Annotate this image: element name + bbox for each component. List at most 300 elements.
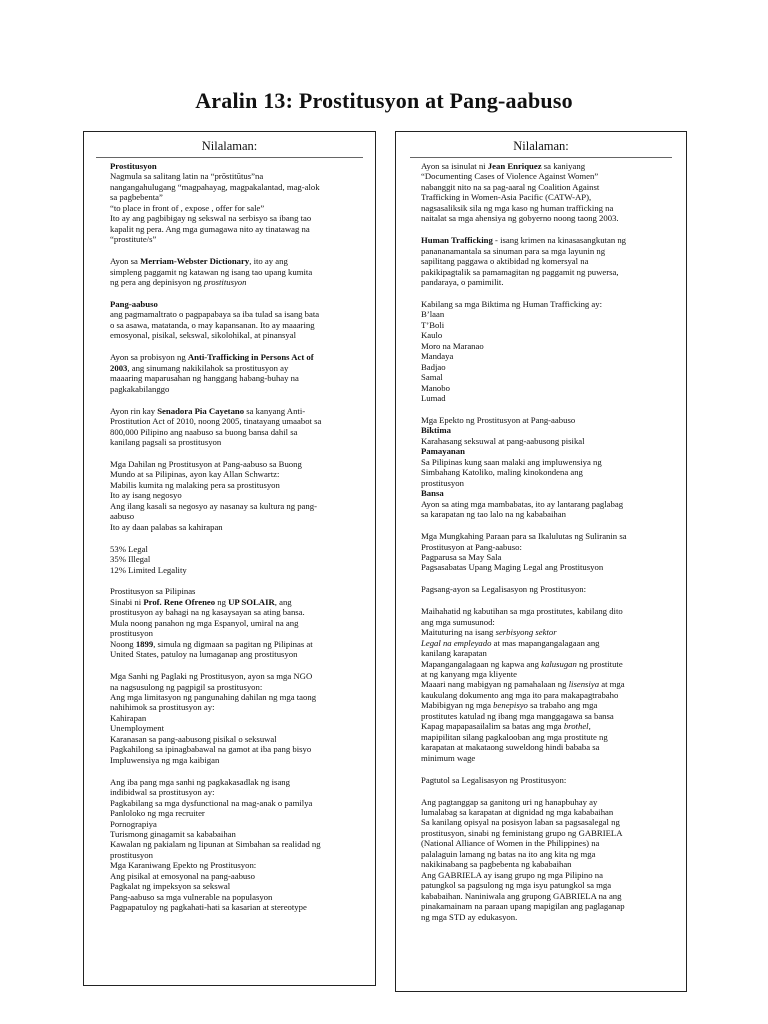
text-run: palalaguin lamang ng batas na ito ang kita ng mga — [421, 848, 596, 859]
text-run: Pornograpiya — [110, 818, 157, 829]
text-line — [421, 509, 676, 519]
text-line — [110, 798, 363, 808]
text-run: ang pagmamaltrato o pagpapabaya sa iba tulad sa isang bata — [110, 309, 320, 320]
text-line — [110, 416, 363, 426]
text-run: pakikipagtalik sa pamamagitan ng paggamit ng puwersa, — [421, 266, 619, 277]
text-run: Karahasang seksuwal at pang-aabusong pisikal — [421, 435, 585, 446]
text-run: ng mga STD ay edukasyon. — [421, 911, 518, 922]
text-line — [110, 819, 363, 829]
text-line — [421, 457, 676, 467]
text-run: Ito ay daan palabas sa kahirapan — [110, 521, 223, 532]
text-line — [421, 330, 676, 340]
text-run: Prostitusyon sa Pilipinas — [110, 586, 196, 597]
italic-text: prostitusyon — [203, 277, 247, 288]
text-line — [421, 817, 676, 827]
text-run: Unemployment — [110, 723, 165, 734]
text-line — [421, 775, 676, 785]
text-run: Mga Karaniwang Epekto ng Prostitusyon: — [110, 860, 257, 871]
text-line — [110, 277, 363, 287]
bold-text: Jean Enriquez — [487, 161, 542, 171]
text-run: maaaring maparusahan ng hanggang habang-buhay na — [110, 373, 299, 384]
text-run: Panloloko ng mga recruiter — [110, 808, 205, 819]
text-line — [110, 618, 363, 628]
text-run: Manobo — [421, 382, 450, 393]
text-run: ng — [215, 596, 229, 607]
text-run: naitalat sa mga ahensiya ng gobyerno noong taong 2003. — [421, 213, 619, 224]
text-run: Mga Mungkahing Paraan para sa Ikalulutas ng Suliranin sa — [421, 531, 627, 542]
text-line — [421, 849, 676, 859]
text-line — [110, 554, 363, 564]
bold-text: Senadora Pia Cayetano — [157, 405, 245, 416]
text-run: , — [588, 721, 591, 732]
text-run: nangangahulugang “magpahayag, magpakalantad, mag-alok — [110, 181, 320, 192]
text-line — [421, 499, 676, 509]
text-line — [110, 607, 363, 617]
text-run: Pagkalat ng impeksyon sa sekswal — [110, 881, 231, 892]
text-line — [421, 446, 676, 456]
text-run: Ayon sa ating mga mambabatas, ito ay lantarang paglabag — [421, 498, 624, 509]
text-line — [421, 542, 676, 552]
paragraph — [110, 544, 363, 575]
bold-text: Pamayanan — [421, 446, 465, 457]
text-run: at ng kanyang mga kliyente — [421, 669, 518, 680]
text-run: , ang — [274, 596, 292, 607]
text-run: Badjao — [421, 361, 446, 372]
text-run: indibidwal sa prostitusyon ay: — [110, 787, 215, 798]
text-line — [110, 224, 363, 234]
text-line — [110, 480, 363, 490]
bold-text: Bansa — [421, 488, 444, 499]
text-line — [110, 892, 363, 902]
paragraph — [110, 586, 363, 659]
text-run: Prostitusyon at Pang-aabuso: — [421, 541, 522, 552]
text-line — [421, 393, 676, 403]
text-line — [110, 902, 363, 912]
column-heading: Nilalaman: — [410, 139, 672, 158]
paragraph — [421, 531, 676, 573]
text-line — [110, 671, 363, 681]
paragraph — [421, 161, 676, 224]
text-run: Ito ay ang pagbibigay ng sekswal na serbisyo sa ibang tao — [110, 213, 312, 224]
text-line — [110, 234, 363, 244]
text-line — [110, 850, 363, 860]
text-line — [421, 690, 676, 700]
text-run: aabuso — [110, 511, 135, 522]
text-line — [421, 711, 676, 721]
text-run: Mandaya — [421, 351, 454, 362]
text-run: minimum wage — [421, 752, 476, 763]
text-line — [110, 649, 363, 659]
text-run: sa pagbebenta” — [110, 192, 163, 203]
text-line — [421, 638, 676, 648]
text-line — [421, 732, 676, 742]
text-run: B’laan — [421, 309, 445, 320]
text-line — [110, 203, 363, 213]
text-run: Samal — [421, 372, 443, 383]
text-line — [110, 713, 363, 723]
text-run: Pagparusa sa May Sala — [421, 551, 502, 562]
text-line — [110, 597, 363, 607]
text-run: 12% Limited Legality — [110, 564, 187, 575]
text-run: Kabilang sa mga Biktima ng Human Trafficking ay: — [421, 298, 603, 309]
text-line — [421, 807, 676, 817]
text-line — [110, 544, 363, 554]
text-run: mapipilitan silang pagkalooban ang mga prostitute ng — [421, 731, 608, 742]
text-run: Mga Sanhi ng Paglaki ng Prostitusyon, ayon sa mga NGO — [110, 671, 313, 682]
text-run: kaukulang dokumento ang mga ito para makapagtrabaho — [421, 689, 619, 700]
text-line — [110, 469, 363, 479]
text-line — [421, 309, 676, 319]
text-line — [421, 372, 676, 382]
text-run: Mapangangalagaan ng kapwa ang — [421, 658, 542, 669]
text-line — [421, 203, 676, 213]
paragraph — [110, 299, 363, 341]
text-run: Ang mga limitasyon ng pangunahing dahilan ng mga taong — [110, 692, 317, 703]
text-run: Prostitution Act of 2010, noong 2005, tinatayang umaabot sa — [110, 416, 322, 427]
text-run: emosyonal, pisikal, sekswal, sikolohikal, at pinansyal — [110, 330, 297, 341]
text-run: , simula ng digmaan sa pagitan ng Pilipinas at — [153, 638, 313, 649]
text-line — [421, 742, 676, 752]
text-line — [421, 383, 676, 393]
content-column-left — [83, 131, 376, 986]
text-line — [421, 171, 676, 181]
text-line — [110, 256, 363, 266]
bold-text: Pang-aabuso — [110, 298, 158, 309]
text-run: 35% Illegal — [110, 554, 151, 565]
text-line — [110, 490, 363, 500]
text-line — [110, 586, 363, 596]
text-run: 800,000 Pilipino ang naabuso sa buong bansa dahil sa — [110, 426, 298, 437]
text-run: 53% Legal — [110, 543, 148, 554]
paragraph — [421, 797, 676, 922]
italic-text: serbisyong sektor — [495, 627, 557, 638]
text-run: simpleng paggamit ng katawan ng isang tao upang kumita — [110, 266, 313, 277]
text-run: Mabibigyan ng mga — [421, 700, 494, 711]
text-run: at mga — [599, 679, 625, 690]
text-run: Simbahang Katoliko, maling kinokondena ang — [421, 467, 583, 478]
text-run: at mas mapangangalagaan ang — [491, 637, 600, 648]
text-run: karapatan at makataong suweldong hindi bababa sa — [421, 742, 600, 753]
text-run: sa karapatan ng tao lalo na ng kababaihan — [421, 509, 566, 520]
text-run: , ang sinumang nakikilahok sa prostitusyon ay — [127, 362, 289, 373]
text-run: prostitusyon ay bahagi na ng kasaysayan sa ating bansa. — [110, 607, 305, 618]
text-line — [110, 787, 363, 797]
text-run: nahihimok sa prostitusyon ay: — [110, 702, 215, 713]
text-line — [110, 171, 363, 181]
text-run: Pagsang-ayon sa Legalisasyon ng Prostitusyon: — [421, 584, 587, 595]
text-run: sapilitang paggawa o aktibidad ng komersyal na — [421, 256, 589, 267]
text-run: Ang pisikal at emosyonal na pang-aabuso — [110, 870, 255, 881]
text-line — [110, 565, 363, 575]
text-line — [110, 755, 363, 765]
text-run: Sa Pilipinas kung saan malaki ang impluwensiya ng — [421, 456, 602, 467]
text-run: Nagmula sa salitang latin na “prōstitūtus”na — [110, 171, 264, 182]
text-line — [110, 182, 363, 192]
text-line — [110, 522, 363, 532]
text-run: Ang iba pang mga sanhi ng pagkakasadlak ng isang — [110, 776, 290, 787]
paragraph — [421, 415, 676, 520]
text-line — [421, 267, 676, 277]
bold-text: Human Trafficking — [421, 235, 493, 246]
text-run: Mula noong panahon ng mga Espanyol, umiral na ang — [110, 617, 299, 628]
text-run: patungkol sa pagsulong ng mga isyu patungkol sa mga — [421, 880, 612, 891]
bold-text: Prof. Rene Ofreneo — [143, 596, 216, 607]
text-run: Mundo at sa Pilipinas, ayon kay Allan Schwartz: — [110, 469, 280, 480]
text-run: Kaulo — [421, 330, 443, 341]
text-line — [110, 639, 363, 649]
text-run: Trafficking in Women-Asia Pacific (CATW-AP), — [421, 192, 592, 203]
page-title: Aralin 13: Prostitusyon at Pang-aabuso — [195, 88, 573, 113]
italic-text: kalusugan — [541, 658, 577, 669]
text-line — [110, 777, 363, 787]
text-line — [110, 723, 363, 733]
text-line — [110, 406, 363, 416]
text-line — [421, 721, 676, 731]
text-line — [110, 860, 363, 870]
text-run: Pagkahilong sa ipinagbabawal na gamot at iba pang bisyo — [110, 744, 312, 755]
text-run: sa kaniyang — [541, 161, 586, 171]
bold-text: Prostitusyon — [110, 161, 157, 171]
text-line — [110, 309, 363, 319]
text-run: Pagsasabatas Upang Maging Legal ang Prostitusyon — [421, 562, 604, 573]
text-run: Moro na Maranao — [421, 340, 484, 351]
text-run: Ang ilang kasali sa negosyo ay nasanay sa kultura ng pang- — [110, 500, 317, 511]
text-line — [421, 679, 676, 689]
text-run: sa kanyang Anti- — [244, 405, 306, 416]
text-run: na nagsusulong ng pagpigil sa prostitusyon: — [110, 681, 263, 692]
text-line — [421, 617, 676, 627]
text-line — [421, 161, 676, 171]
column-body — [84, 158, 375, 913]
text-run: , ito ay ang — [249, 256, 288, 267]
text-line — [421, 488, 676, 498]
text-run: “Documenting Cases of Violence Against Women” — [421, 171, 599, 182]
text-line — [421, 828, 676, 838]
text-run: ng pera ang depinisyon ng — [110, 277, 204, 288]
text-line — [421, 235, 676, 245]
text-line — [421, 901, 676, 911]
text-line — [421, 669, 676, 679]
text-line — [110, 459, 363, 469]
text-line — [110, 808, 363, 818]
text-run: Mga Epekto ng Prostitusyon at Pang-aabuso — [421, 415, 576, 426]
text-run: Noong — [110, 638, 136, 649]
text-line — [110, 192, 363, 202]
bold-text: 1899 — [135, 638, 154, 649]
text-run: pagkakabilanggo — [110, 383, 170, 394]
text-run: sa trabaho ang mga — [527, 700, 598, 711]
text-line — [421, 299, 676, 309]
text-line — [421, 531, 676, 541]
text-run: panananamantala sa sinuman para sa mga layunin ng — [421, 245, 606, 256]
text-line — [421, 192, 676, 202]
text-run: Ang pagtanggap sa ganitong uri ng hanapbuhay ay — [421, 796, 598, 807]
text-run: Karanasan sa pang-aabusong pisikal o seksuwal — [110, 733, 277, 744]
column-heading: Nilalaman: — [96, 139, 363, 158]
text-line — [110, 628, 363, 638]
text-run: Ang GABRIELA ay isang grupo ng mga Pilipino na — [421, 869, 603, 880]
text-line — [110, 373, 363, 383]
text-line — [110, 427, 363, 437]
text-line — [421, 362, 676, 372]
text-line — [110, 744, 363, 754]
text-run: Turismong ginagamit sa kababaihan — [110, 828, 236, 839]
text-run: Impluwensiya ng mga kaibigan — [110, 754, 220, 765]
text-run: prostitusyon — [110, 849, 153, 860]
text-run: ang mga sumusunod: — [421, 616, 495, 627]
bold-text: UP SOLAIR — [228, 596, 275, 607]
text-run: Ayon sa probisyon ng — [110, 352, 188, 363]
text-line — [421, 584, 676, 594]
text-line — [110, 213, 363, 223]
text-run: lumalabag sa karapatan at dignidad ng mga kababaihan — [421, 807, 614, 818]
text-run: prostitusyon — [110, 628, 153, 639]
paragraph — [421, 584, 676, 594]
text-run: Lumad — [421, 393, 446, 404]
text-line — [421, 341, 676, 351]
text-run: (National Alliance of Women in the Philippines) na — [421, 838, 600, 849]
text-line — [421, 797, 676, 807]
text-run: prostitutes katulad ng ibang mga manggagawa sa bansa — [421, 710, 614, 721]
text-line — [421, 182, 676, 192]
text-line — [421, 467, 676, 477]
text-run: Pang-aabuso sa mga vulnerable na populasyon — [110, 891, 273, 902]
paragraph — [110, 459, 363, 532]
paragraph — [110, 777, 363, 913]
text-run: “prostitute/s” — [110, 234, 157, 245]
text-line — [421, 277, 676, 287]
text-run: Maaari nang mabigyan ng pamahalaan ng — [421, 679, 569, 690]
paragraph — [421, 299, 676, 404]
text-line — [421, 256, 676, 266]
text-line — [110, 320, 363, 330]
text-run: kanilang karapatan — [421, 648, 487, 659]
text-run: prostitusyon, sinabi ng feministang grupo ng GABRIELA — [421, 827, 623, 838]
text-run: o sa asawa, matatanda, o may kapansanan. Ito ay maaaring — [110, 319, 315, 330]
bold-text: Biktima — [421, 425, 451, 436]
text-line — [110, 839, 363, 849]
text-run: Kahirapan — [110, 712, 147, 723]
text-line — [110, 299, 363, 309]
text-run: nakikinabang sa pagbebenta ng kababaihan — [421, 859, 572, 870]
text-run: “to place in front of , expose , offer for sale” — [110, 202, 265, 213]
italic-text: brothel — [563, 721, 589, 732]
text-line — [421, 351, 676, 361]
text-line — [421, 213, 676, 223]
paragraph — [110, 161, 363, 245]
content-column-right — [395, 131, 687, 992]
bold-text: Anti-Trafficking in Persons Act of — [187, 352, 314, 363]
text-run: kanilang pagsali sa prostitusyon — [110, 436, 222, 447]
text-run: Ito ay isang negosyo — [110, 490, 182, 501]
text-line — [421, 606, 676, 616]
text-line — [421, 415, 676, 425]
text-line — [421, 870, 676, 880]
paragraph — [110, 352, 363, 394]
text-run: Mabilis kumita ng malaking pera sa prostitusyon — [110, 479, 280, 490]
paragraph — [110, 256, 363, 287]
text-line — [110, 267, 363, 277]
text-line — [110, 384, 363, 394]
text-line — [421, 436, 676, 446]
italic-text: lisensiya — [568, 679, 600, 690]
text-line — [421, 627, 676, 637]
text-line — [421, 891, 676, 901]
bold-text: Merriam-Webster Dictionary — [140, 256, 250, 267]
text-run: nabanggit nito na sa pag-aaral ng Coalition Against — [421, 181, 600, 192]
text-run: Sa kanilang opisyal na posisyon laban sa pagsasalegal ng — [421, 817, 620, 828]
text-line — [110, 511, 363, 521]
column-body — [396, 158, 686, 922]
text-line — [110, 330, 363, 340]
text-line — [110, 363, 363, 373]
text-run: Ayon sa — [110, 256, 141, 267]
text-line — [421, 648, 676, 658]
text-line — [421, 838, 676, 848]
text-run: nagsasaliksik sila ng mga kaso ng human trafficking na — [421, 202, 614, 213]
text-line — [421, 880, 676, 890]
text-line — [110, 501, 363, 511]
text-line — [110, 829, 363, 839]
text-run: Maituturing na isang — [421, 627, 496, 638]
text-run: - isang krimen na kinasasangkutan ng — [492, 235, 627, 246]
text-line — [110, 881, 363, 891]
text-run: Pagkabilang sa mga dysfunctional na mag-anak o pamilya — [110, 797, 313, 808]
text-line — [421, 478, 676, 488]
text-line — [421, 659, 676, 669]
bold-text: 2003 — [110, 362, 128, 373]
text-run: kapalit ng pera. Ang mga gumagawa nito ay tinatawag na — [110, 223, 310, 234]
text-run: Maihahatid ng kabutihan sa mga prostitutes, kabilang dito — [421, 606, 623, 617]
paragraph — [421, 606, 676, 763]
text-run: Mga Dahilan ng Prostitusyon at Pang-aabuso sa Buong — [110, 458, 302, 469]
text-run: T’Boli — [421, 319, 445, 330]
italic-text: benepisyo — [493, 700, 528, 711]
text-run: Sinabi ni — [110, 596, 144, 607]
text-run: kababaihan. Naniniwala ang grupong GABRIELA na ang — [421, 890, 622, 901]
text-line — [421, 700, 676, 710]
text-run: prostitusyon — [421, 477, 464, 488]
text-line — [421, 552, 676, 562]
text-line — [110, 702, 363, 712]
text-run: Ayon sa isinulat ni — [421, 161, 488, 171]
text-line — [421, 859, 676, 869]
text-run: pinakamainam na paraan upang mapigilan ang paglaganap — [421, 901, 625, 912]
italic-text: Legal na empleyado — [421, 637, 492, 648]
paragraph — [421, 235, 676, 287]
paragraph — [110, 406, 363, 448]
paragraph — [421, 775, 676, 785]
text-line — [421, 562, 676, 572]
text-run: Kawalan ng pakialam ng lipunan at Simbahan sa realidad ng — [110, 839, 321, 850]
text-line — [421, 246, 676, 256]
text-line — [421, 753, 676, 763]
text-run: ng prostitute — [576, 658, 623, 669]
text-line — [421, 912, 676, 922]
paragraph — [110, 671, 363, 765]
text-line — [110, 871, 363, 881]
text-run: pandaraya, o pamimilit. — [421, 277, 504, 288]
text-line — [110, 437, 363, 447]
text-line — [110, 352, 363, 362]
text-run: Pagtutol sa Legalisasyon ng Prostitusyon: — [421, 774, 567, 785]
text-run: Ayon rin kay — [110, 405, 158, 416]
text-run: Pagpapatuloy ng pagkahati-hati sa kasarian at stereotype — [110, 902, 307, 913]
text-run: Kapag mapapasailalim sa batas ang mga — [421, 721, 564, 732]
text-line — [421, 425, 676, 435]
text-line — [421, 320, 676, 330]
text-line — [110, 692, 363, 702]
